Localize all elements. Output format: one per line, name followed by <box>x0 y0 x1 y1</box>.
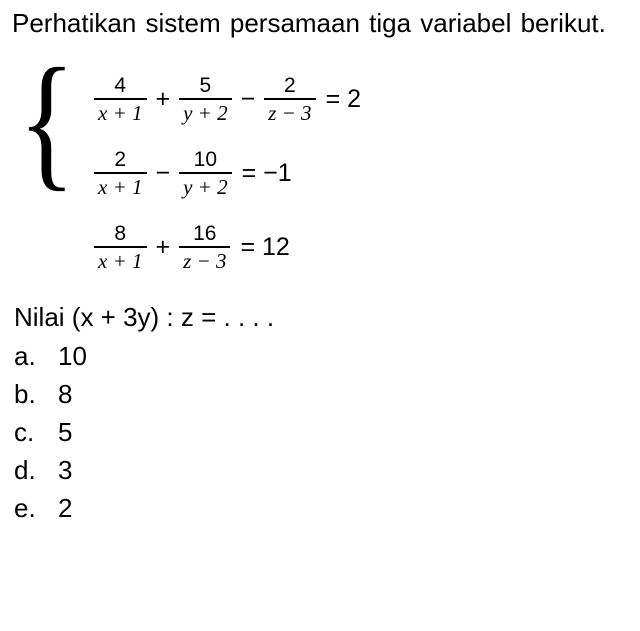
option-label: c. <box>14 417 35 448</box>
fraction-numerator: 16 <box>193 221 217 245</box>
option-label: d. <box>14 455 36 486</box>
operator: − <box>155 158 171 187</box>
option-b[interactable] <box>14 379 632 417</box>
equation-rhs: = 2 <box>325 84 362 113</box>
operator: + <box>155 232 171 261</box>
equation-row <box>94 62 361 136</box>
option-label: b. <box>14 379 36 410</box>
fraction-numerator: 5 <box>199 73 212 97</box>
fraction <box>179 75 232 124</box>
fraction-numerator: 8 <box>114 221 127 245</box>
operator: + <box>155 84 171 113</box>
fraction-denominator: y + 2 <box>183 100 228 125</box>
fraction-numerator: 2 <box>284 73 296 97</box>
fraction <box>94 149 147 198</box>
fraction-denominator: x + 1 <box>98 174 143 199</box>
equation-system <box>18 38 632 290</box>
fraction <box>179 149 232 198</box>
fraction-denominator: x + 1 <box>98 100 143 125</box>
equation-row <box>94 136 361 210</box>
fraction-numerator: 2 <box>114 147 127 171</box>
fraction <box>264 75 315 124</box>
option-value: 2 <box>58 493 73 524</box>
option-value: 8 <box>58 379 73 410</box>
fraction-denominator: y + 2 <box>183 174 228 199</box>
option-value: 10 <box>58 341 87 372</box>
equation-rhs: = 12 <box>240 232 290 261</box>
fraction-numerator: 10 <box>193 147 218 171</box>
option-a[interactable] <box>14 341 632 379</box>
answer-options <box>14 341 632 531</box>
fraction <box>179 223 230 272</box>
fraction <box>94 223 147 272</box>
question-statement: Perhatikan sistem persamaan tiga variabel berikut. <box>12 8 606 38</box>
option-value: 3 <box>58 455 73 486</box>
option-d[interactable] <box>14 455 632 493</box>
equation-row <box>94 210 361 284</box>
option-value: 5 <box>58 417 73 448</box>
fraction <box>94 75 147 124</box>
option-e[interactable] <box>14 493 632 531</box>
option-label: a. <box>14 341 36 372</box>
question-prompt: Nilai (x + 3y) : z = . . . . <box>14 302 275 333</box>
option-c[interactable] <box>14 417 632 455</box>
fraction-numerator: 4 <box>114 73 127 97</box>
option-label: e. <box>14 493 36 524</box>
fraction-denominator: z − 3 <box>183 248 227 273</box>
equation-rhs: = −1 <box>241 158 292 187</box>
fraction-denominator: z − 3 <box>268 100 312 125</box>
operator: − <box>240 84 256 113</box>
system-brace: { <box>18 38 76 205</box>
equation-list <box>94 56 361 290</box>
fraction-denominator: x + 1 <box>98 248 143 273</box>
